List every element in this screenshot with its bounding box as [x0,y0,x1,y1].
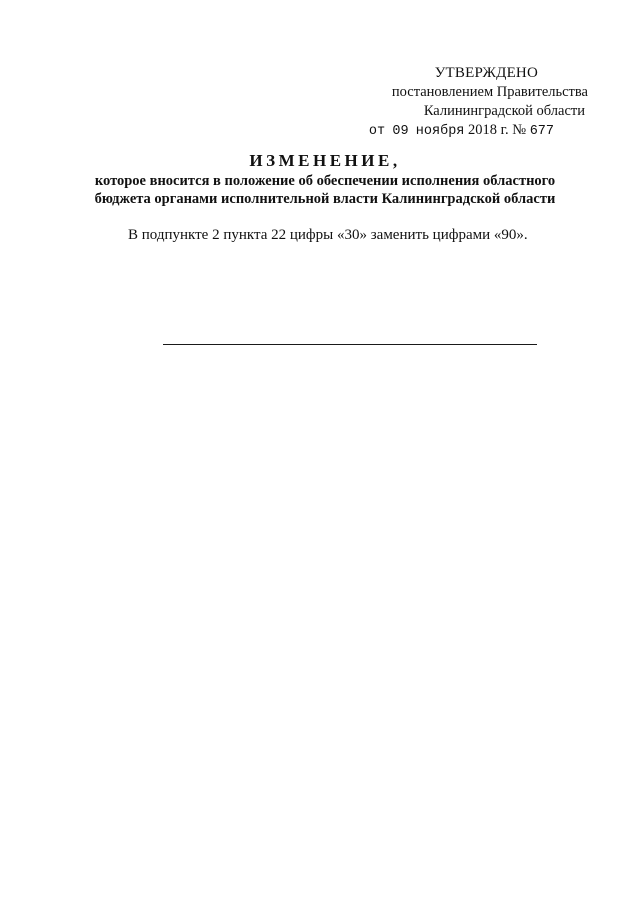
date-prefix: от [368,124,386,139]
date-month: ноября [415,124,465,139]
heading-subtitle-line2: бюджета органами исполнительной власти Калининградской области [94,191,556,207]
approval-authority: постановлением Правительства [391,84,588,100]
heading-subtitle-line1: которое вносится в положение об обеспечении исполнения областного [94,173,556,189]
date-year: 2018 г. [468,122,509,138]
approval-date-line [328,121,588,141]
document-number: 677 [529,124,554,139]
document-heading [60,150,590,208]
date-day: 09 [392,124,409,139]
amendment-text: В подпункте 2 пункта 22 цифры «30» заменить цифрами «90». [128,227,528,243]
approval-region: Калининградской области [423,103,585,119]
heading-title: ИЗМЕНЕНИЕ, [249,151,401,170]
approval-stamp [328,64,588,141]
closing-divider [163,344,537,345]
number-sign: № [512,122,527,138]
approval-title: УТВЕРЖДЕНО [434,65,538,81]
